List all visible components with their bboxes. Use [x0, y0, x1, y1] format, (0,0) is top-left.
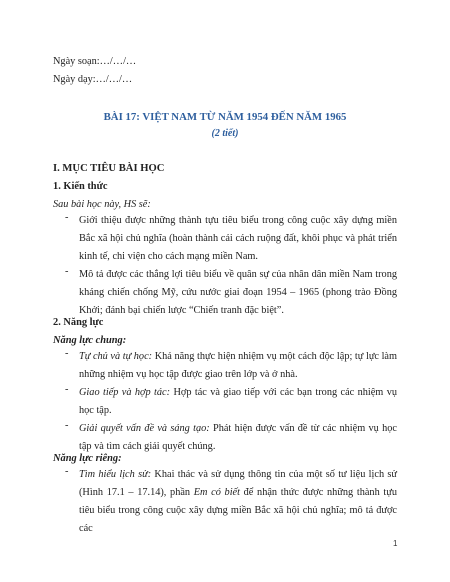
competency-heading: 2. Năng lực	[53, 317, 104, 328]
general-item-label: Giải quyết vấn đề và sáng tạo:	[79, 423, 210, 434]
knowledge-item: Giới thiệu được những thành tựu tiêu biểu trong công cuộc xây dựng miền Bắc xã hội chủ nghĩa (hoàn thành cải cách ruộng đất, khôi phục và phát triển kinh tế, chi viện cho cách mạng miền Nam.	[79, 215, 397, 262]
general-item-text: Khả năng thực hiện nhiệm vụ một cách độc lập; tự lực làm những nhiệm vụ học tập được giao trên lớp và ở nhà.	[79, 351, 398, 380]
general-competency-heading: Năng lực chung:	[53, 335, 127, 346]
teach-date: Ngày dạy:…/…/…	[53, 74, 133, 85]
prep-date: Ngày soạn:…/…/…	[53, 56, 137, 67]
general-item	[79, 384, 397, 420]
lesson-subtitle: (2 tiết)	[211, 128, 239, 139]
bullet-dash: -	[65, 384, 69, 395]
bullet-dash: -	[65, 266, 69, 277]
specific-item-label: Tìm hiểu lịch sử:	[79, 469, 152, 480]
bullet-dash: -	[65, 348, 69, 359]
general-item-text: Phát hiện được vấn đề từ các nhiệm vụ học tập và tìm cách giải quyết chúng.	[79, 423, 397, 452]
bullet-dash: -	[65, 212, 69, 223]
general-item-label: Giao tiếp và hợp tác:	[79, 387, 171, 398]
knowledge-heading: 1. Kiến thức	[53, 181, 108, 192]
general-item	[79, 420, 397, 456]
general-item-text: Hợp tác và giao tiếp với các bạn trong các nhiệm vụ học tập.	[79, 387, 397, 416]
general-item-label: Tự chủ và tự học:	[79, 351, 153, 362]
page-number: 1	[393, 539, 398, 548]
knowledge-item: Mô tả được các thắng lợi tiêu biểu về quân sự của nhân dân miền Nam trong kháng chiến chống Mỹ, cứu nước giai đoạn 1954 – 1965 (phong trào Đồng Khởi; đánh bại chiến lược “Chiến tranh đặc biệt”.	[79, 269, 397, 316]
section-heading: I. MỤC TIÊU BÀI HỌC	[53, 163, 165, 174]
specific-item-text-a: Khai thác và sử dụng thông tin của một số tư liệu lịch sử (Hình 17.1 – 17.14), phần	[79, 469, 397, 498]
bullet-dash: -	[65, 466, 69, 477]
bullet-dash: -	[65, 420, 69, 431]
lesson-title: BÀI 17: VIỆT NAM TỪ NĂM 1954 ĐẾN NĂM 1965	[103, 111, 347, 123]
specific-item-emphasis: Em có biết	[193, 487, 240, 498]
specific-item-text-b: để nhận thức được những thành tựu tiêu biểu trong công cuộc xây dựng miền Bắc xã hội chủ nghĩa; mô tả được các	[79, 487, 397, 534]
general-item	[79, 348, 397, 384]
specific-item	[79, 466, 397, 538]
knowledge-lead: Sau bài học này, HS sẽ:	[53, 199, 151, 210]
specific-competency-heading: Năng lực riêng:	[53, 453, 122, 464]
